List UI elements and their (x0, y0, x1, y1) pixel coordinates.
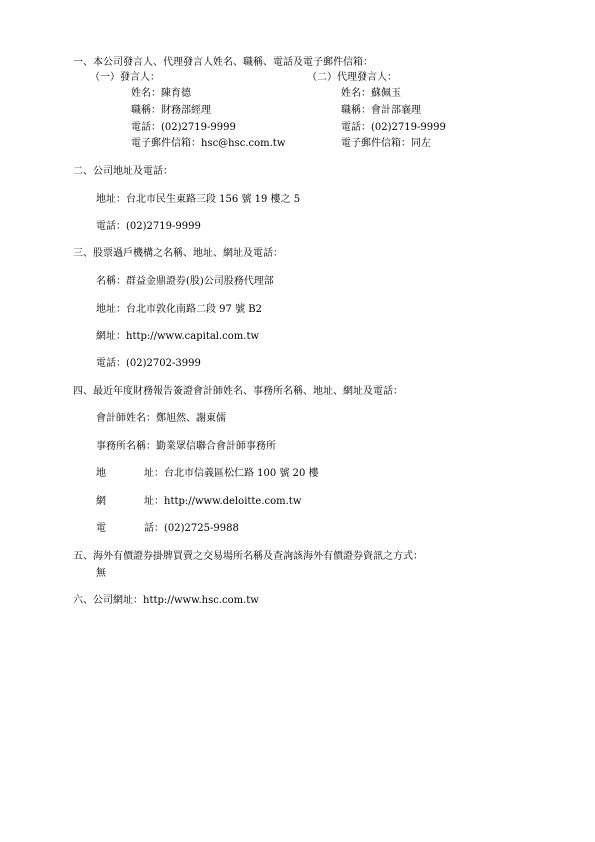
spokesperson-job-title: 職稱：財務部經理 (131, 105, 211, 116)
spokesperson-phone: 電話：(02)2719-9999 (131, 122, 236, 133)
deputy-spokesperson-email: 電子郵件信箱：同左 (341, 138, 431, 149)
transfer-agent-phone: 電話：(02)2702-3999 (96, 358, 201, 369)
overseas-securities-answer: 無 (96, 568, 106, 579)
firm-address-label: 地 (96, 468, 106, 479)
section2-heading: 二、公司地址及電話： (73, 166, 173, 177)
section5-heading: 五、海外有價證券掛牌買賣之交易場所名稱及查詢該海外有價證券資訊之方式： (73, 551, 423, 562)
firm-address: 址：台北市信義區松仁路 100 號 20 樓 (144, 468, 319, 479)
transfer-agent-name: 名稱：群益金鼎證券(股)公司股務代理部 (96, 276, 274, 287)
deputy-spokesperson-job-title: 職稱：會計部襄理 (341, 105, 421, 116)
spokesperson-title: （一）發言人： (90, 72, 160, 83)
transfer-agent-website: 網址：http://www.capital.com.tw (96, 331, 260, 342)
deputy-spokesperson-title: （二）代理發言人： (307, 72, 397, 83)
deputy-spokesperson-phone: 電話：(02)2719-9999 (341, 122, 446, 133)
transfer-agent-address: 地址：台北市敦化南路二段 97 號 B2 (96, 304, 262, 315)
accountant-names: 會計師姓名：鄭旭然、謝東儒 (96, 413, 226, 424)
firm-website: 址：http://www.deloitte.com.tw (144, 496, 302, 507)
section3-heading: 三、股票過戶機構之名稱、地址、網址及電話： (73, 248, 283, 259)
firm-phone: 話：(02)2725-9988 (144, 523, 239, 534)
company-address: 地址：台北市民生東路三段 156 號 19 樓之 5 (96, 194, 301, 205)
spokesperson-name: 姓名：陳育德 (131, 88, 191, 99)
section6-company-website: 六、公司網址：http://www.hsc.com.tw (73, 595, 259, 606)
spokesperson-email: 電子郵件信箱：hsc@hsc.com.tw (131, 138, 286, 149)
firm-phone-label: 電 (96, 523, 106, 534)
company-phone: 電話：(02)2719-9999 (96, 221, 201, 232)
section4-heading: 四、最近年度財務報告簽證會計師姓名、事務所名稱、地址、網址及電話： (73, 386, 403, 397)
accounting-firm-name: 事務所名稱：勤業眾信聯合會計師事務所 (96, 441, 276, 452)
deputy-spokesperson-name: 姓名：蘇佩玉 (341, 88, 401, 99)
firm-website-label: 網 (96, 496, 106, 507)
section1-heading: 一、本公司發言人、代理發言人姓名、職稱、電話及電子郵件信箱： (73, 57, 373, 68)
